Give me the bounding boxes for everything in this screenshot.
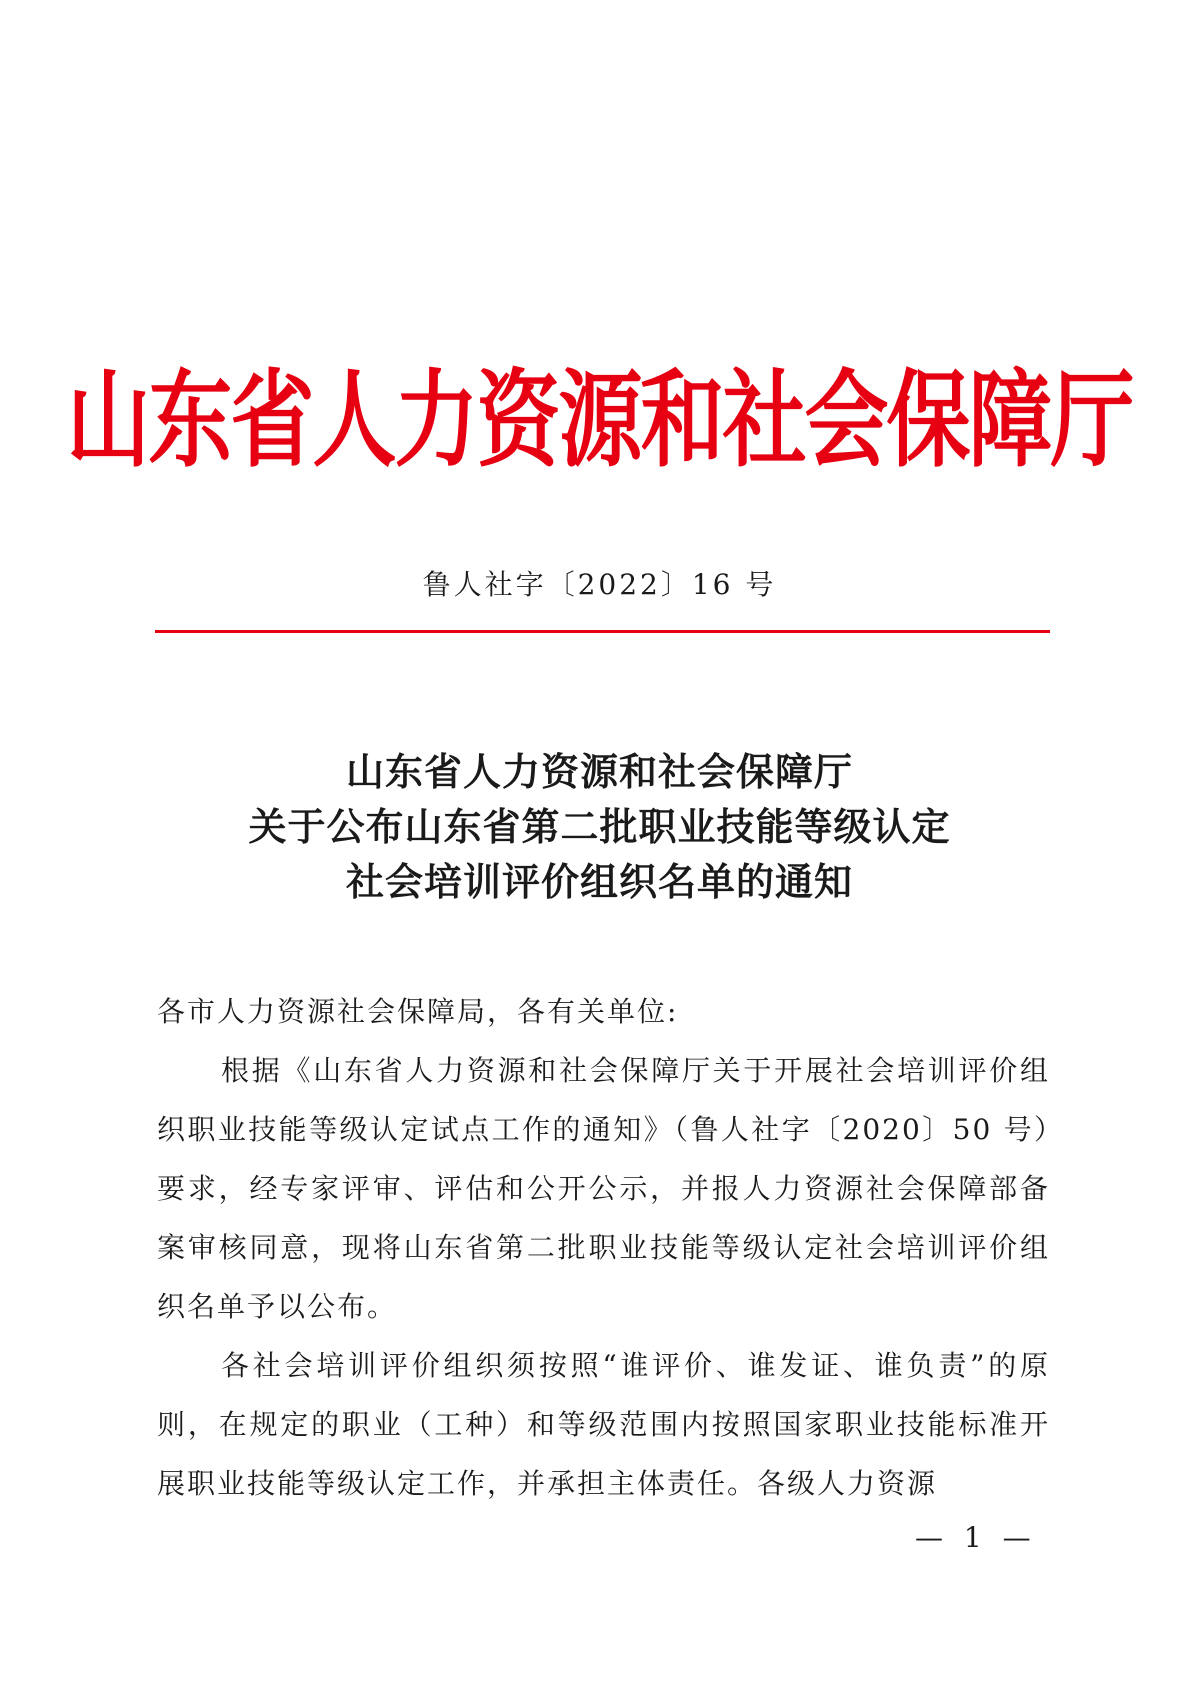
body-paragraph-2: 各社会培训评价组织须按照“谁评价、谁发证、谁负责”的原则，在规定的职业（工种）和等级范围内按照国家职业技能标准开展职业技能等级认定工作，并承担主体责任。各级人力资源 (157, 1349, 1050, 1500)
document-body (157, 982, 1050, 1513)
title-line-2: 关于公布山东省第二批职业技能等级认定 (248, 805, 951, 849)
document-number: 鲁人社字〔2022〕16 号 (422, 568, 777, 601)
page-number: — 1 — (915, 1521, 1037, 1554)
issuing-authority-masthead: 山东省人力资源和社会保障厅 (66, 357, 1133, 482)
red-divider-line (155, 630, 1050, 633)
salutation: 各市人力资源社会保障局，各有关单位: (157, 995, 679, 1028)
title-line-3: 社会培训评价组织名单的通知 (345, 860, 853, 904)
document-title (0, 745, 1199, 910)
body-paragraph-1: 根据《山东省人力资源和社会保障厅关于开展社会培训评价组织职业技能等级认定试点工作的通知》（鲁人社字〔2020〕50 号）要求，经专家评审、评估和公开公示，并报人力资源社会保障部备案审核同意，现将山东省第二批职业技能等级认定社会培训评价组织名单予以公布。 (157, 1054, 1050, 1323)
title-line-1: 山东省人力资源和社会保障厅 (345, 750, 853, 794)
